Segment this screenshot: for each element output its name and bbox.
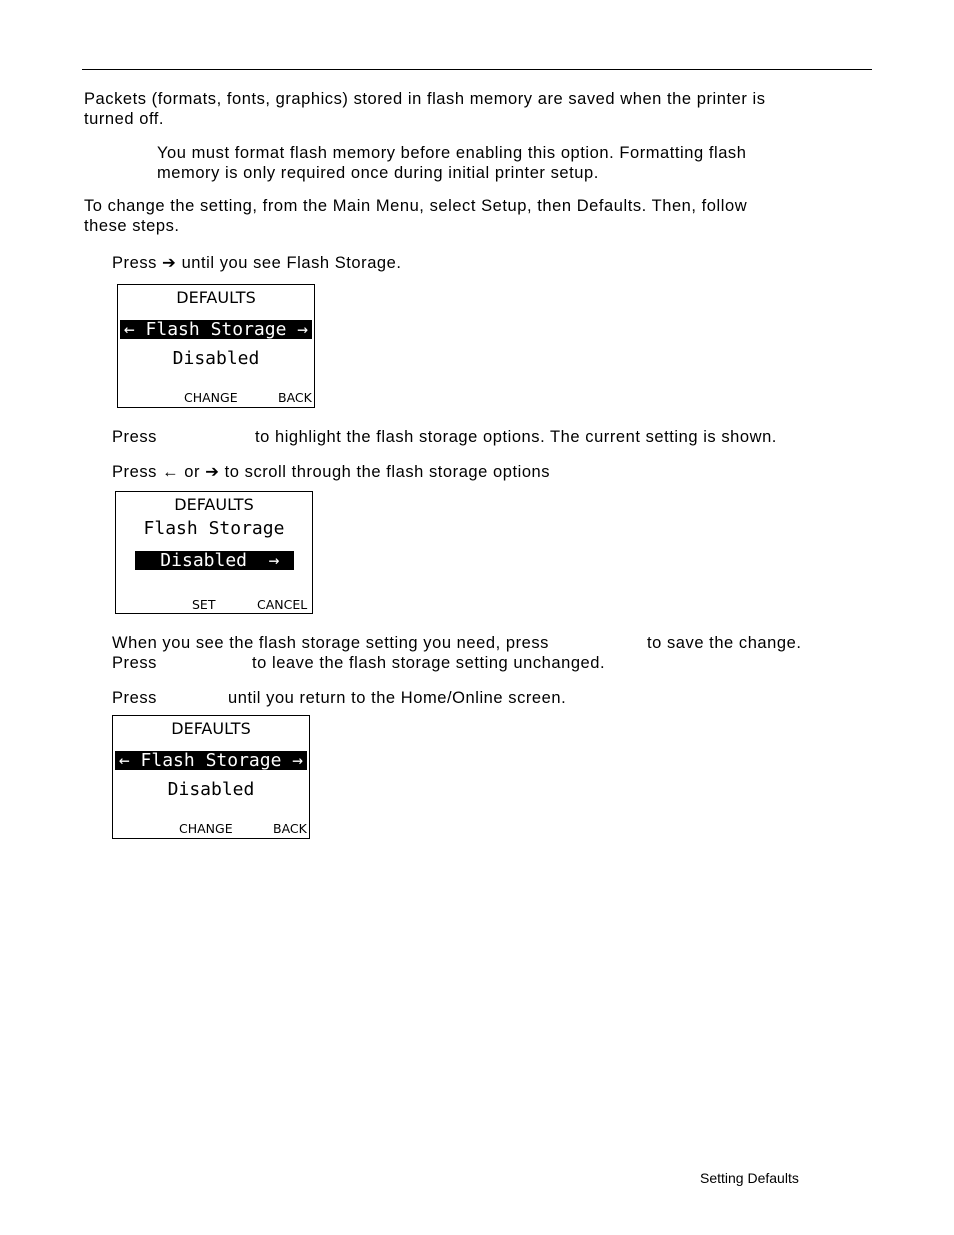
lcd-value: Disabled [167,779,255,800]
softkey-back: BACK [273,821,307,836]
lcd-screen-options [115,491,313,614]
lcd-highlight-disabled: Disabled → [135,551,294,570]
step-4: When you see the flash storage setting you need, press to save the change. Press to leave the flash storage setting unchanged. [112,634,802,672]
step-2: Press to highlight the flash storage options. The current setting is shown. [112,428,777,446]
lcd-subtitle: Flash Storage [143,518,285,539]
lcd-highlight-flash-storage: ← Flash Storage → [115,751,307,770]
step-3: Press ← or ➔ to scroll through the flash storage options [112,463,551,481]
note-line: memory is only required once during initial printer setup. [157,164,599,182]
lcd-highlight-flash-storage: ← Flash Storage → [120,320,312,339]
page-footer: Setting Defaults [700,1170,799,1186]
lcd-title: DEFAULTS [171,719,251,738]
paragraph-packets [84,89,766,129]
step-1: Press ➔ until you see Flash Storage. [112,254,402,272]
paragraph-line: turned off. [84,110,165,128]
lcd-screen-defaults-return [112,715,310,839]
header-rule [82,69,872,70]
note-text [157,143,746,183]
lcd-value: Disabled [172,348,260,369]
intro-paragraph [84,196,747,236]
softkey-cancel: CANCEL [257,597,308,612]
lcd-title: DEFAULTS [174,495,254,514]
note-line: You must format flash memory before enabling this option. Formatting flash [157,144,747,162]
lcd-screen-defaults [117,284,315,408]
softkey-back: BACK [278,390,312,405]
lcd-title: DEFAULTS [176,288,256,307]
intro-line: these steps. [84,217,180,235]
softkey-change: CHANGE [184,390,238,405]
softkey-set: SET [192,597,216,612]
softkey-change: CHANGE [179,821,233,836]
step-5: Press until you return to the Home/Online screen. [112,689,567,707]
paragraph-line: Packets (formats, fonts, graphics) stored in flash memory are saved when the printer is [84,90,766,108]
intro-line: To change the setting, from the Main Menu, select Setup, then Defaults. Then, follow [84,197,748,215]
